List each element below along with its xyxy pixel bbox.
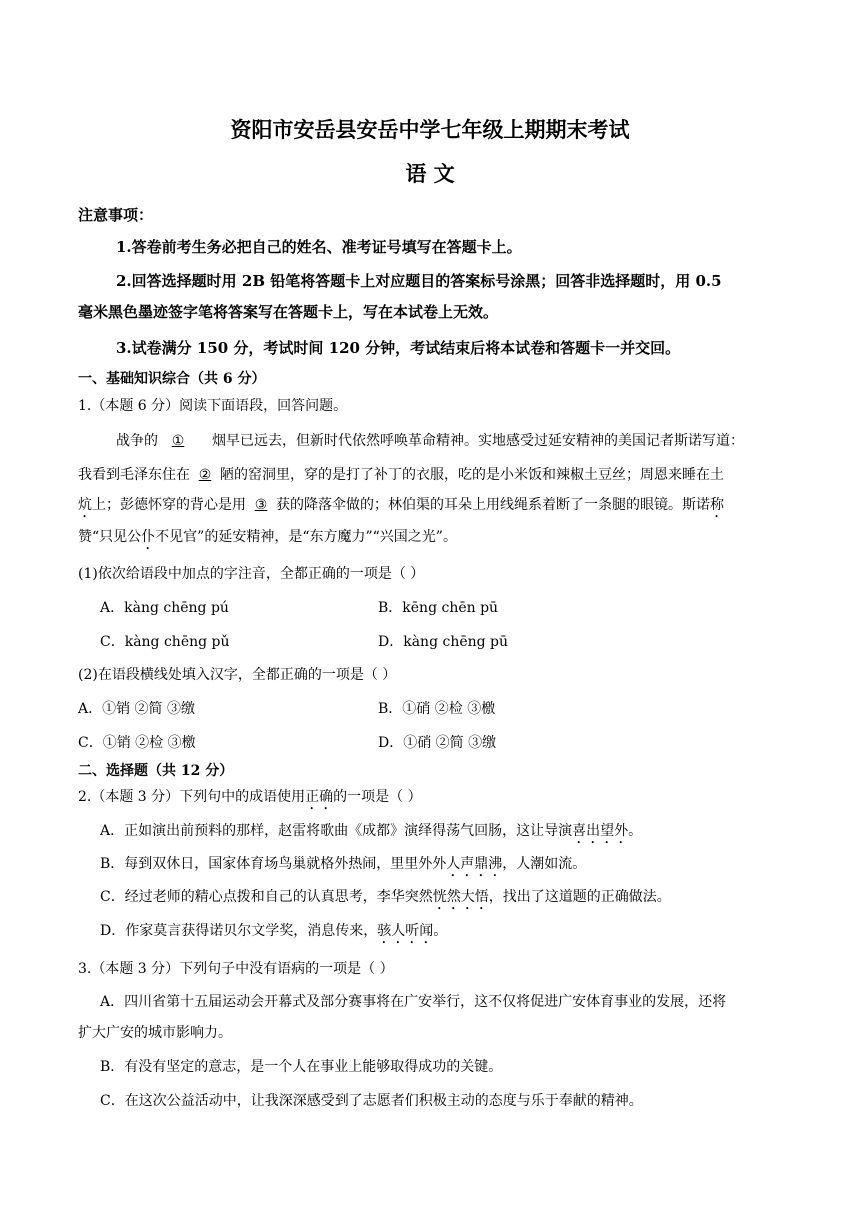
q2-option-b: B．每到双休日，国家体育场鸟巢就格外热闹，里里外外人声鼎沸，人潮如流。 xyxy=(100,856,587,872)
subquestion-1-stem: (1)依次给语段中加点的字注音，全都正确的一项是（ ） xyxy=(78,566,425,582)
notice-item-2-line-2: 毫米黑色墨迹签字笔将答案写在答题卡上，写在本试卷上无效。 xyxy=(78,303,499,321)
passage-line-2: 我看到毛泽东住在 ② 陋的窑洞里，穿的是打了补丁的衣服，吃的是小米饭和辣椒土豆丝；周恩来睡在土 xyxy=(78,467,724,483)
passage-line-3: 炕上；彭德怀穿的背心是用 ③ 获的降落伞做的；林伯渠的耳朵上用线绳系着断了一条腿的眼镜。斯诺称 xyxy=(78,497,724,513)
passage-line-4: 赞“只见公仆不见官”的延安精神，是“东方魔力”“兴国之光”。 xyxy=(78,529,457,545)
sub1-option-d: D．kàng chēng pū xyxy=(378,634,509,650)
question-3-stem: 3.（本题 3 分）下列句子中没有语病的一项是（ ） xyxy=(78,961,394,977)
section-2-heading: 二、选择题（共 12 分） xyxy=(78,763,234,779)
sub2-option-b: B．①硝 ②检 ③檄 xyxy=(378,701,496,717)
sub2-option-c: C．①销 ②检 ③檄 xyxy=(78,735,196,751)
blank-3: ③ xyxy=(254,497,268,513)
notice-item-2-line-1: 2.回答选择题时用 2B 铅笔将答题卡上对应题目的答案标号涂黑；回答非选择题时，用 0.5 xyxy=(116,272,722,290)
q2-option-d: D．作家莫言获得诺贝尔文学奖，消息传来，骇人听闻。 xyxy=(100,923,448,939)
q3-option-c: C．在这次公益活动中，让我深深感受到了志愿者们积极主动的态度与乐于奉献的精神。 xyxy=(100,1093,643,1109)
q2-option-a: A．正如演出前预料的那样，赵雷将歌曲《成都》演绎得荡气回肠，这让导演喜出望外。 xyxy=(100,823,643,839)
dotted-char-kang: 炕 xyxy=(78,497,92,513)
sub2-option-a: A．①销 ②简 ③缴 xyxy=(78,701,196,717)
notice-item-3: 3.试卷满分 150 分，考试时间 120 分钟，考试结束后将本试卷和答题卡一并交回。 xyxy=(116,339,681,357)
question-1-stem: 1.（本题 6 分）阅读下面语段，回答问题。 xyxy=(78,398,348,414)
question-2-stem: 2.（本题 3 分）下列句中的成语使用正确的一项是（ ） xyxy=(78,789,422,805)
sub1-option-c: C．kàng chēng pǔ xyxy=(100,634,230,650)
subject-title: 语 文 xyxy=(405,161,455,186)
sub2-option-d: D．①硝 ②简 ③缴 xyxy=(378,735,497,751)
dotted-char-cheng: 称 xyxy=(710,497,724,513)
q3-option-a-line-1: A．四川省第十五届运动会开幕式及部分赛事将在广安举行，这不仅将促进广安体育事业的发展，还将 xyxy=(100,994,727,1010)
q3-option-b: B．有没有坚定的意志，是一个人在事业上能够取得成功的关键。 xyxy=(100,1059,503,1075)
sub1-option-b: B．kēng chēn pū xyxy=(378,600,499,616)
sub1-option-a: A．kàng chēng pú xyxy=(100,600,229,616)
subquestion-2-stem: (2)在语段横线处填入汉字，全都正确的一项是（ ） xyxy=(78,667,397,683)
dotted-char-pu: 仆 xyxy=(141,529,156,545)
blank-2: ② xyxy=(198,467,212,483)
exam-title: 资阳市安岳县安岳中学七年级上期期末考试 xyxy=(230,117,630,142)
notice-item-1: 1.答卷前考生务必把自己的姓名、准考证号填写在答题卡上。 xyxy=(116,238,522,256)
q2-option-c: C．经过老师的精心点拨和自己的认真思考，李华突然恍然大悟，找出了这道题的正确做法。 xyxy=(100,889,671,905)
notice-heading: 注意事项： xyxy=(78,206,154,224)
section-1-heading: 一、基础知识综合（共 6 分） xyxy=(78,371,266,387)
blank-1: ① xyxy=(171,433,185,449)
q3-option-a-line-2: 扩大广安的城市影响力。 xyxy=(78,1025,232,1041)
passage-line-1: 战争的 ① 烟早已远去，但新时代依然呼唤革命精神。实地感受过延安精神的美国记者斯诺写道： xyxy=(116,433,744,449)
